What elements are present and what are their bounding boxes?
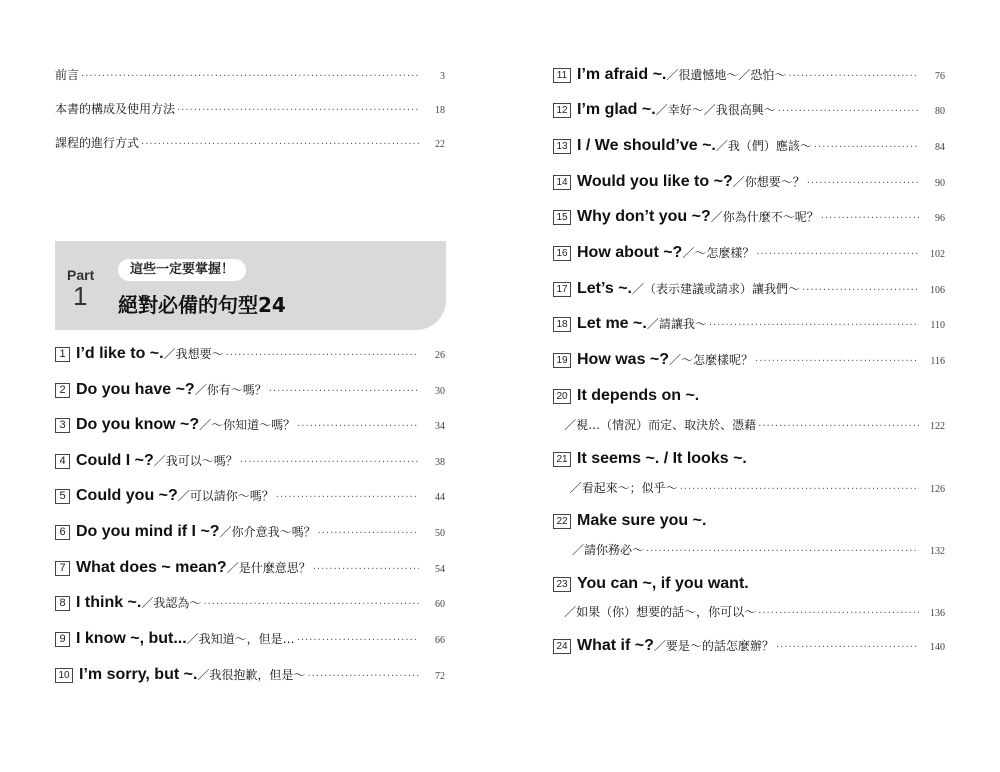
entry-chinese: ／如果（你）想要的話～，你可以～ — [564, 605, 757, 619]
part-header — [55, 241, 446, 330]
entry-number: 22 — [553, 514, 571, 529]
entry-english: I’d like to ~. — [76, 345, 164, 362]
entry-number: 8 — [55, 596, 70, 611]
toc-entry[interactable] — [55, 523, 445, 541]
leader-dots — [177, 105, 419, 116]
toc-entry[interactable] — [553, 387, 945, 405]
page-number: 50 — [435, 528, 445, 539]
part-number: 1 — [73, 281, 88, 311]
leader-dots — [276, 492, 419, 503]
page-number: 140 — [930, 642, 945, 653]
entry-chinese: ／你介意我～嗎？ — [219, 525, 316, 539]
toc-entry-subline[interactable] — [553, 479, 945, 496]
toc-entry[interactable] — [55, 559, 445, 577]
entry-english: Do you know ~? — [76, 416, 200, 433]
toc-entry[interactable] — [55, 666, 445, 684]
toc-entry[interactable] — [55, 416, 445, 434]
toc-entry[interactable] — [553, 575, 945, 593]
entry-chinese: ／你為什麼不～呢？ — [710, 210, 819, 224]
entry-chinese: ／視…（情況）而定、取決於、憑藉 — [564, 418, 757, 432]
page-number: 44 — [435, 492, 445, 503]
entry-number: 6 — [55, 525, 70, 540]
page-number: 18 — [435, 105, 445, 116]
leader-dots — [318, 528, 419, 539]
entry-chinese: ／我認為～ — [141, 596, 202, 610]
entry-chinese: ／我很抱歉，但是～ — [197, 668, 306, 682]
leader-dots — [788, 71, 919, 82]
leader-dots — [756, 249, 919, 260]
toc-front-row[interactable] — [55, 134, 445, 151]
entry-chinese: ／我知道～，但是… — [186, 632, 295, 646]
page-number: 38 — [435, 457, 445, 468]
toc-entry[interactable] — [55, 452, 445, 470]
page-number: 84 — [935, 142, 945, 153]
toc-entry[interactable] — [55, 487, 445, 505]
page-number: 76 — [935, 71, 945, 82]
part-title: 絕對必備的句型24 — [118, 293, 286, 317]
page-number: 72 — [435, 671, 445, 682]
page-number: 90 — [935, 178, 945, 189]
entry-english: I / We should’ve ~. — [577, 137, 716, 154]
toc-entry[interactable] — [553, 137, 945, 155]
leader-dots — [758, 608, 919, 619]
toc-entry[interactable] — [553, 173, 945, 191]
entry-number: 13 — [553, 139, 571, 154]
page-number: 34 — [435, 421, 445, 432]
toc-entry[interactable] — [553, 450, 945, 468]
leader-dots — [776, 642, 919, 653]
toc-entry[interactable] — [553, 637, 945, 655]
toc-entry[interactable] — [553, 351, 945, 369]
entry-chinese: ／可以請你～嗎？ — [177, 489, 274, 503]
toc-entry[interactable] — [553, 244, 945, 262]
leader-dots — [81, 71, 419, 82]
entry-number: 19 — [553, 353, 571, 368]
entry-english: Why don’t you ~? — [577, 208, 711, 225]
entry-english: What if ~? — [577, 637, 654, 654]
entry-number: 11 — [553, 68, 571, 83]
leader-dots — [758, 421, 919, 432]
entry-chinese: ／很遺憾地～／恐怕～ — [666, 68, 787, 82]
entry-number: 15 — [553, 210, 571, 225]
entry-number: 4 — [55, 454, 70, 469]
toc-entry[interactable] — [55, 345, 445, 363]
entry-number: 23 — [553, 577, 571, 592]
entry-english: It depends on ~. — [577, 387, 700, 404]
page-number: 26 — [435, 350, 445, 361]
entry-chinese: ／請你務必～ — [571, 543, 644, 557]
page-number: 110 — [930, 320, 945, 331]
entry-number: 24 — [553, 639, 571, 654]
toc-front-row[interactable] — [55, 100, 445, 117]
page-number: 96 — [935, 213, 945, 224]
entry-chinese: ／是什麼意思？ — [226, 561, 311, 575]
leader-dots — [821, 213, 919, 224]
toc-entry[interactable] — [55, 381, 445, 399]
leader-dots — [709, 320, 919, 331]
toc-entry[interactable] — [553, 208, 945, 226]
entry-english: Could I ~? — [76, 452, 154, 469]
page-number: 66 — [435, 635, 445, 646]
page-number: 22 — [435, 139, 445, 150]
entry-chinese: ／我可以～嗎？ — [153, 454, 238, 468]
entry-english: Let’s ~. — [577, 280, 632, 297]
page-number: 60 — [435, 599, 445, 610]
leader-dots — [646, 546, 919, 557]
entry-number: 7 — [55, 561, 70, 576]
entry-chinese: ／我（們）應該～ — [715, 139, 812, 153]
entry-english: Do you have ~? — [76, 381, 195, 398]
entry-english: Let me ~. — [577, 315, 647, 332]
page-number: 54 — [435, 564, 445, 575]
toc-entry[interactable] — [553, 101, 945, 119]
entry-number: 3 — [55, 418, 70, 433]
page-number: 30 — [435, 386, 445, 397]
toc-entry-subline[interactable] — [553, 603, 945, 620]
page-number: 136 — [930, 608, 945, 619]
leader-dots — [240, 457, 419, 468]
toc-entry-subline[interactable] — [553, 541, 945, 558]
leader-dots — [802, 285, 919, 296]
leader-dots — [203, 599, 419, 610]
entry-chinese: ／（表示建議或請求）讓我們～ — [631, 282, 800, 296]
leader-dots — [778, 106, 919, 117]
entry-number: 9 — [55, 632, 70, 647]
entry-english: How about ~? — [577, 244, 683, 261]
part-tagline: 這些一定要掌握！ — [118, 259, 246, 281]
entry-chinese: ／幸好～／我很高興～ — [655, 103, 776, 117]
entry-number: 21 — [553, 452, 571, 467]
front-title: 前言 — [55, 68, 80, 82]
leader-dots — [297, 421, 419, 432]
entry-chinese: ／請讓我～ — [646, 317, 707, 331]
entry-chinese: ／要是～的話怎麼辦？ — [653, 639, 774, 653]
toc-entry[interactable] — [553, 280, 945, 298]
entry-english: I’m sorry, but ~. — [79, 666, 198, 683]
leader-dots — [297, 635, 419, 646]
leader-dots — [313, 564, 419, 575]
leader-dots — [269, 386, 419, 397]
entry-number: 2 — [55, 383, 70, 398]
page-number: 116 — [930, 356, 945, 367]
entry-number: 1 — [55, 347, 70, 362]
entry-english: I’m glad ~. — [577, 101, 656, 118]
entry-number: 20 — [553, 389, 571, 404]
leader-dots — [814, 142, 919, 153]
toc-entry[interactable] — [55, 594, 445, 612]
entry-number: 16 — [553, 246, 571, 261]
toc-front-row[interactable] — [55, 66, 445, 83]
entry-chinese: ／我想要～ — [163, 347, 224, 361]
entry-number: 18 — [553, 317, 571, 332]
entry-english: Do you mind if I ~? — [76, 523, 220, 540]
leader-dots — [141, 139, 419, 150]
entry-chinese: ／～怎麼樣呢？ — [669, 353, 754, 367]
entry-english: I’m afraid ~. — [577, 66, 667, 83]
front-title: 課程的進行方式 — [55, 136, 140, 150]
toc-entry[interactable] — [55, 630, 445, 648]
entry-english: Make sure you ~. — [577, 512, 707, 529]
entry-number: 5 — [55, 489, 70, 504]
entry-english: How was ~? — [577, 351, 670, 368]
page-number: 106 — [930, 285, 945, 296]
entry-number: 14 — [553, 175, 571, 190]
entry-english: You can ~, if you want. — [577, 575, 749, 592]
entry-chinese: ／～你知道～嗎？ — [199, 418, 296, 432]
toc-entry[interactable] — [553, 315, 945, 333]
page-number: 80 — [935, 106, 945, 117]
leader-dots — [680, 484, 919, 495]
front-title: 本書的構成及使用方法 — [55, 102, 176, 116]
entry-number: 17 — [553, 282, 571, 297]
entry-chinese: ／看起來～；似乎～ — [569, 481, 678, 495]
toc-entry[interactable] — [553, 512, 945, 530]
entry-english: I know ~, but... — [76, 630, 187, 647]
leader-dots — [307, 671, 419, 682]
leader-dots — [807, 178, 919, 189]
part-label: Part — [67, 267, 95, 283]
leader-dots — [226, 350, 419, 361]
entry-english: Would you like to ~? — [577, 173, 733, 190]
page-number: 132 — [930, 546, 945, 557]
entry-english: I think ~. — [76, 594, 142, 611]
entry-chinese: ／你有～嗎？ — [194, 383, 267, 397]
entry-english: What does ~ mean? — [76, 559, 227, 576]
entry-number: 10 — [55, 668, 73, 683]
entry-english: It seems ~. / It looks ~. — [577, 450, 747, 467]
toc-entry-subline[interactable] — [553, 416, 945, 433]
page-number: 126 — [930, 484, 945, 495]
entry-english: Could you ~? — [76, 487, 178, 504]
entry-number: 12 — [553, 103, 571, 118]
page-number: 102 — [930, 249, 945, 260]
entry-chinese: ／你想要～？ — [732, 175, 805, 189]
page-number: 3 — [440, 71, 445, 82]
page-number: 122 — [930, 421, 945, 432]
entry-chinese: ／～怎麼樣？ — [682, 246, 755, 260]
toc-entry[interactable] — [553, 66, 945, 84]
leader-dots — [755, 356, 919, 367]
